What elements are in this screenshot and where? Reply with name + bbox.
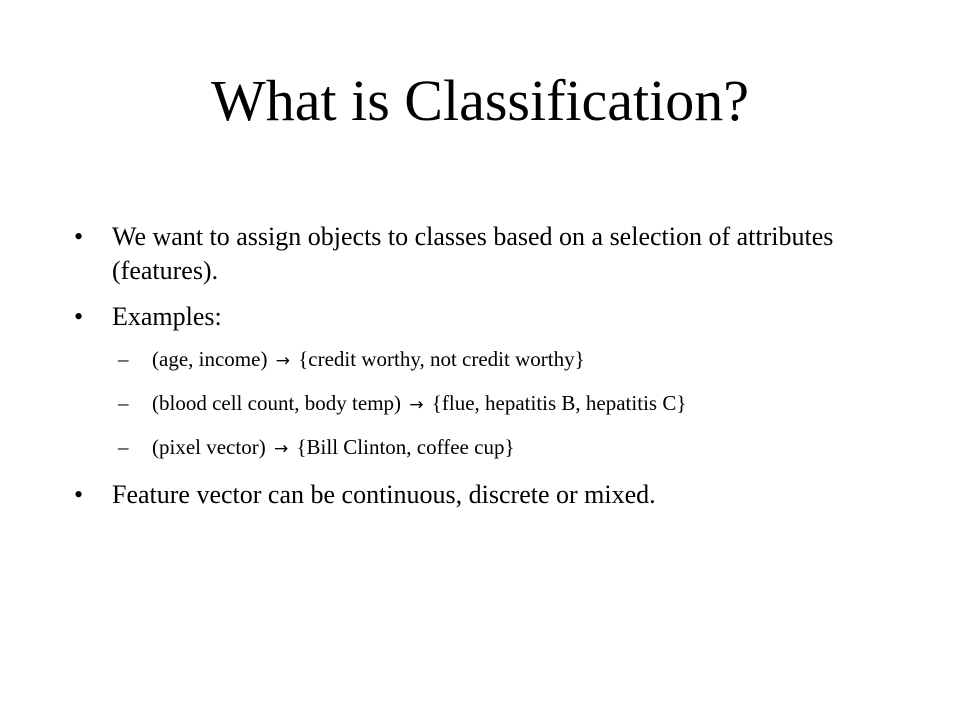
bullet-marker: • bbox=[74, 222, 84, 251]
dash-marker: – bbox=[118, 391, 129, 415]
dash-marker: – bbox=[118, 347, 129, 371]
example-input: (age, income) bbox=[152, 347, 268, 371]
example-list bbox=[74, 346, 874, 462]
bullet-item-assign bbox=[74, 220, 874, 288]
right-arrow-icon: → bbox=[275, 351, 290, 371]
right-arrow-icon: → bbox=[409, 395, 424, 415]
right-arrow-icon: → bbox=[273, 439, 289, 459]
bullet-item-examples bbox=[74, 300, 874, 334]
bullet-text: Examples: bbox=[112, 302, 222, 331]
bullet-marker: • bbox=[74, 302, 84, 331]
bullet-marker: • bbox=[74, 480, 84, 509]
bullet-item-feature-vector bbox=[74, 478, 874, 512]
example-classes: {credit worthy, not credit worthy} bbox=[298, 347, 585, 371]
example-item-pixel bbox=[74, 434, 874, 462]
bullet-list bbox=[74, 220, 874, 524]
example-item-credit bbox=[74, 346, 874, 374]
dash-marker: – bbox=[118, 435, 129, 459]
slide-title: What is Classification? bbox=[211, 68, 749, 133]
bullet-text: Feature vector can be continuous, discrete or mixed. bbox=[112, 480, 656, 509]
example-classes: {flue, hepatitis B, hepatitis C} bbox=[431, 391, 687, 415]
bullet-text: We want to assign objects to classes based on a selection of attributes (features). bbox=[112, 222, 834, 285]
example-item-medical bbox=[74, 390, 874, 418]
example-classes: {Bill Clinton, coffee cup} bbox=[296, 435, 515, 459]
example-input: (pixel vector) bbox=[152, 435, 266, 459]
example-input: (blood cell count, body temp) bbox=[152, 391, 402, 415]
